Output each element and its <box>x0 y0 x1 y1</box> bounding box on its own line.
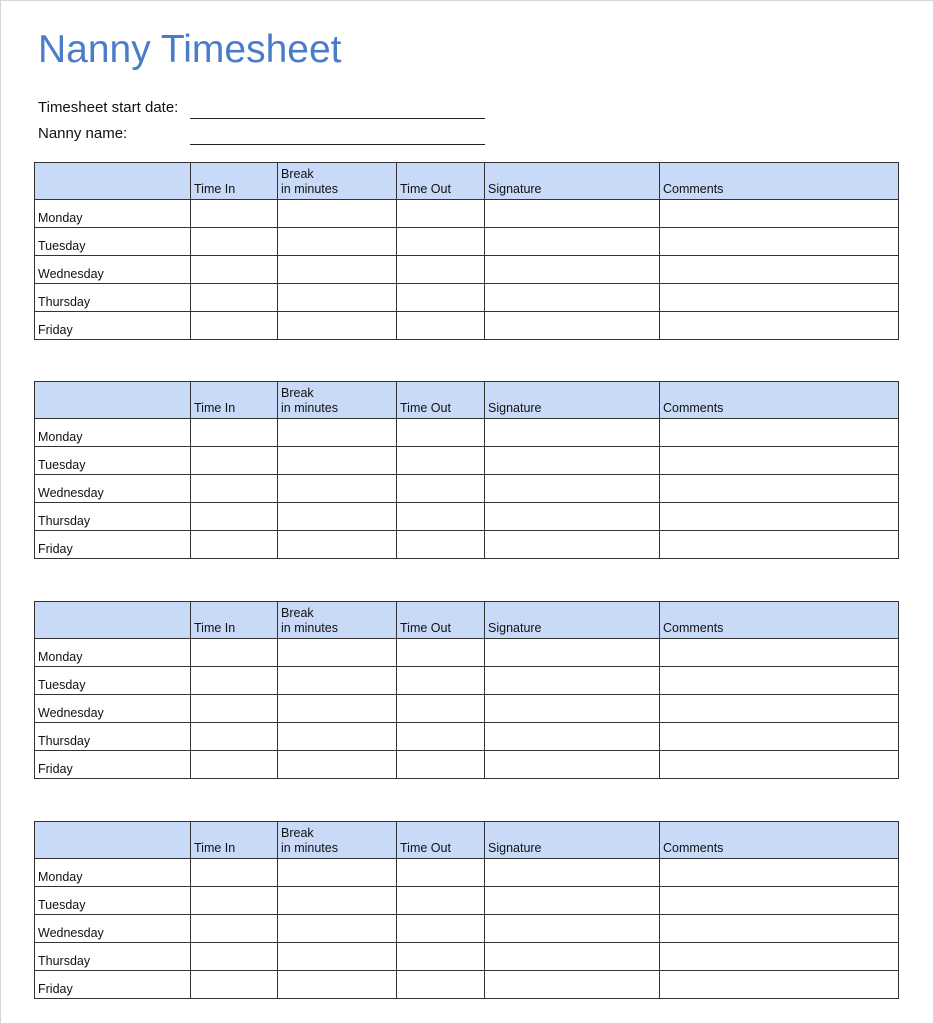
time-out-cell[interactable] <box>397 859 485 887</box>
break-cell[interactable] <box>278 284 397 312</box>
time-out-cell[interactable] <box>397 228 485 256</box>
day-label: Tuesday <box>35 667 191 695</box>
table-row <box>35 971 899 999</box>
time-in-cell[interactable] <box>191 667 278 695</box>
table-row <box>35 256 899 284</box>
header-signature: Signature <box>485 163 660 200</box>
header-break-line2: in minutes <box>281 841 338 855</box>
header-row <box>35 163 899 200</box>
comments-cell[interactable] <box>660 915 899 943</box>
comments-cell[interactable] <box>660 531 899 559</box>
header-time-in: Time In <box>191 602 278 639</box>
break-cell[interactable] <box>278 943 397 971</box>
signature-cell[interactable] <box>485 419 660 447</box>
week-table-3 <box>34 601 899 779</box>
table-row <box>35 667 899 695</box>
break-cell[interactable] <box>278 971 397 999</box>
signature-cell[interactable] <box>485 943 660 971</box>
time-in-cell[interactable] <box>191 915 278 943</box>
header-time-in: Time In <box>191 822 278 859</box>
table-row <box>35 200 899 228</box>
time-out-cell[interactable] <box>397 751 485 779</box>
table-row <box>35 475 899 503</box>
header-time-out: Time Out <box>397 382 485 419</box>
header-comments: Comments <box>660 163 899 200</box>
break-cell[interactable] <box>278 531 397 559</box>
day-label: Thursday <box>35 723 191 751</box>
header-comments: Comments <box>660 602 899 639</box>
comments-cell[interactable] <box>660 751 899 779</box>
signature-cell[interactable] <box>485 447 660 475</box>
header-time-out: Time Out <box>397 602 485 639</box>
day-label: Wednesday <box>35 695 191 723</box>
header-break-line1: Break <box>281 826 314 840</box>
table-row <box>35 915 899 943</box>
day-label: Tuesday <box>35 228 191 256</box>
day-label: Thursday <box>35 943 191 971</box>
header-break-minutes <box>278 602 397 639</box>
table-row <box>35 419 899 447</box>
header-break-minutes <box>278 163 397 200</box>
comments-cell[interactable] <box>660 447 899 475</box>
header-row <box>35 382 899 419</box>
header-day-column <box>35 163 191 200</box>
time-in-cell[interactable] <box>191 695 278 723</box>
time-out-cell[interactable] <box>397 915 485 943</box>
week-table-2 <box>34 381 899 559</box>
break-cell[interactable] <box>278 419 397 447</box>
comments-cell[interactable] <box>660 503 899 531</box>
table-row <box>35 859 899 887</box>
nanny-name-label: Nanny name: <box>38 125 128 142</box>
day-label: Tuesday <box>35 887 191 915</box>
table-row <box>35 723 899 751</box>
time-out-cell[interactable] <box>397 887 485 915</box>
signature-cell[interactable] <box>485 503 660 531</box>
time-in-cell[interactable] <box>191 531 278 559</box>
time-out-cell[interactable] <box>397 723 485 751</box>
time-out-cell[interactable] <box>397 639 485 667</box>
header-time-out: Time Out <box>397 163 485 200</box>
page-title: Nanny Timesheet <box>38 28 342 71</box>
header-signature: Signature <box>485 602 660 639</box>
day-label: Friday <box>35 971 191 999</box>
time-out-cell[interactable] <box>397 284 485 312</box>
header-break-line1: Break <box>281 606 314 620</box>
break-cell[interactable] <box>278 859 397 887</box>
table-row <box>35 228 899 256</box>
week-table-1 <box>34 162 899 340</box>
signature-cell[interactable] <box>485 751 660 779</box>
break-cell[interactable] <box>278 256 397 284</box>
time-out-cell[interactable] <box>397 200 485 228</box>
time-in-cell[interactable] <box>191 723 278 751</box>
table-row <box>35 447 899 475</box>
signature-cell[interactable] <box>485 639 660 667</box>
day-label: Monday <box>35 859 191 887</box>
signature-cell[interactable] <box>485 475 660 503</box>
time-in-cell[interactable] <box>191 284 278 312</box>
week-table-4 <box>34 821 899 999</box>
time-out-cell[interactable] <box>397 971 485 999</box>
table-row <box>35 503 899 531</box>
day-label: Wednesday <box>35 256 191 284</box>
time-out-cell[interactable] <box>397 943 485 971</box>
header-time-in: Time In <box>191 163 278 200</box>
comments-cell[interactable] <box>660 887 899 915</box>
break-cell[interactable] <box>278 887 397 915</box>
comments-cell[interactable] <box>660 723 899 751</box>
day-label: Monday <box>35 639 191 667</box>
time-out-cell[interactable] <box>397 419 485 447</box>
header-break-minutes <box>278 382 397 419</box>
break-cell[interactable] <box>278 667 397 695</box>
header-signature: Signature <box>485 822 660 859</box>
break-cell[interactable] <box>278 228 397 256</box>
header-row <box>35 602 899 639</box>
break-cell[interactable] <box>278 447 397 475</box>
header-day-column <box>35 602 191 639</box>
signature-cell[interactable] <box>485 228 660 256</box>
signature-cell[interactable] <box>485 695 660 723</box>
start-date-field[interactable] <box>190 118 485 119</box>
time-in-cell[interactable] <box>191 887 278 915</box>
time-in-cell[interactable] <box>191 228 278 256</box>
day-label: Friday <box>35 751 191 779</box>
break-cell[interactable] <box>278 475 397 503</box>
table-row <box>35 312 899 340</box>
header-day-column <box>35 382 191 419</box>
time-out-cell[interactable] <box>397 667 485 695</box>
signature-cell[interactable] <box>485 531 660 559</box>
nanny-name-field[interactable] <box>190 144 485 145</box>
day-label: Monday <box>35 200 191 228</box>
time-in-cell[interactable] <box>191 751 278 779</box>
day-label: Friday <box>35 531 191 559</box>
header-break-line2: in minutes <box>281 621 338 635</box>
header-comments: Comments <box>660 822 899 859</box>
break-cell[interactable] <box>278 639 397 667</box>
time-in-cell[interactable] <box>191 503 278 531</box>
time-in-cell[interactable] <box>191 971 278 999</box>
time-out-cell[interactable] <box>397 695 485 723</box>
time-in-cell[interactable] <box>191 943 278 971</box>
signature-cell[interactable] <box>485 887 660 915</box>
time-in-cell[interactable] <box>191 419 278 447</box>
break-cell[interactable] <box>278 915 397 943</box>
table-row <box>35 695 899 723</box>
signature-cell[interactable] <box>485 284 660 312</box>
break-cell[interactable] <box>278 312 397 340</box>
signature-cell[interactable] <box>485 723 660 751</box>
comments-cell[interactable] <box>660 695 899 723</box>
time-out-cell[interactable] <box>397 256 485 284</box>
time-out-cell[interactable] <box>397 475 485 503</box>
time-in-cell[interactable] <box>191 256 278 284</box>
day-label: Friday <box>35 312 191 340</box>
comments-cell[interactable] <box>660 419 899 447</box>
day-label: Monday <box>35 419 191 447</box>
break-cell[interactable] <box>278 723 397 751</box>
comments-cell[interactable] <box>660 943 899 971</box>
break-cell[interactable] <box>278 503 397 531</box>
signature-cell[interactable] <box>485 667 660 695</box>
comments-cell[interactable] <box>660 475 899 503</box>
header-break-line1: Break <box>281 167 314 181</box>
time-in-cell[interactable] <box>191 200 278 228</box>
signature-cell[interactable] <box>485 915 660 943</box>
header-break-line2: in minutes <box>281 401 338 415</box>
day-label: Tuesday <box>35 447 191 475</box>
table-row <box>35 639 899 667</box>
signature-cell[interactable] <box>485 256 660 284</box>
comments-cell[interactable] <box>660 256 899 284</box>
header-day-column <box>35 822 191 859</box>
time-out-cell[interactable] <box>397 531 485 559</box>
header-time-out: Time Out <box>397 822 485 859</box>
table-row <box>35 751 899 779</box>
signature-cell[interactable] <box>485 971 660 999</box>
comments-cell[interactable] <box>660 228 899 256</box>
comments-cell[interactable] <box>660 200 899 228</box>
comments-cell[interactable] <box>660 284 899 312</box>
day-label: Thursday <box>35 284 191 312</box>
time-in-cell[interactable] <box>191 639 278 667</box>
comments-cell[interactable] <box>660 971 899 999</box>
table-row <box>35 284 899 312</box>
header-signature: Signature <box>485 382 660 419</box>
time-in-cell[interactable] <box>191 859 278 887</box>
signature-cell[interactable] <box>485 312 660 340</box>
comments-cell[interactable] <box>660 312 899 340</box>
table-row <box>35 531 899 559</box>
time-in-cell[interactable] <box>191 312 278 340</box>
day-label: Thursday <box>35 503 191 531</box>
time-in-cell[interactable] <box>191 475 278 503</box>
time-out-cell[interactable] <box>397 447 485 475</box>
comments-cell[interactable] <box>660 859 899 887</box>
day-label: Wednesday <box>35 475 191 503</box>
header-break-line1: Break <box>281 386 314 400</box>
header-row <box>35 822 899 859</box>
header-time-in: Time In <box>191 382 278 419</box>
header-comments: Comments <box>660 382 899 419</box>
day-label: Wednesday <box>35 915 191 943</box>
table-row <box>35 887 899 915</box>
header-break-line2: in minutes <box>281 182 338 196</box>
header-break-minutes <box>278 822 397 859</box>
time-in-cell[interactable] <box>191 447 278 475</box>
comments-cell[interactable] <box>660 667 899 695</box>
table-row <box>35 943 899 971</box>
signature-cell[interactable] <box>485 859 660 887</box>
time-out-cell[interactable] <box>397 503 485 531</box>
break-cell[interactable] <box>278 695 397 723</box>
start-date-label: Timesheet start date: <box>38 99 179 116</box>
time-out-cell[interactable] <box>397 312 485 340</box>
signature-cell[interactable] <box>485 200 660 228</box>
comments-cell[interactable] <box>660 639 899 667</box>
break-cell[interactable] <box>278 200 397 228</box>
break-cell[interactable] <box>278 751 397 779</box>
